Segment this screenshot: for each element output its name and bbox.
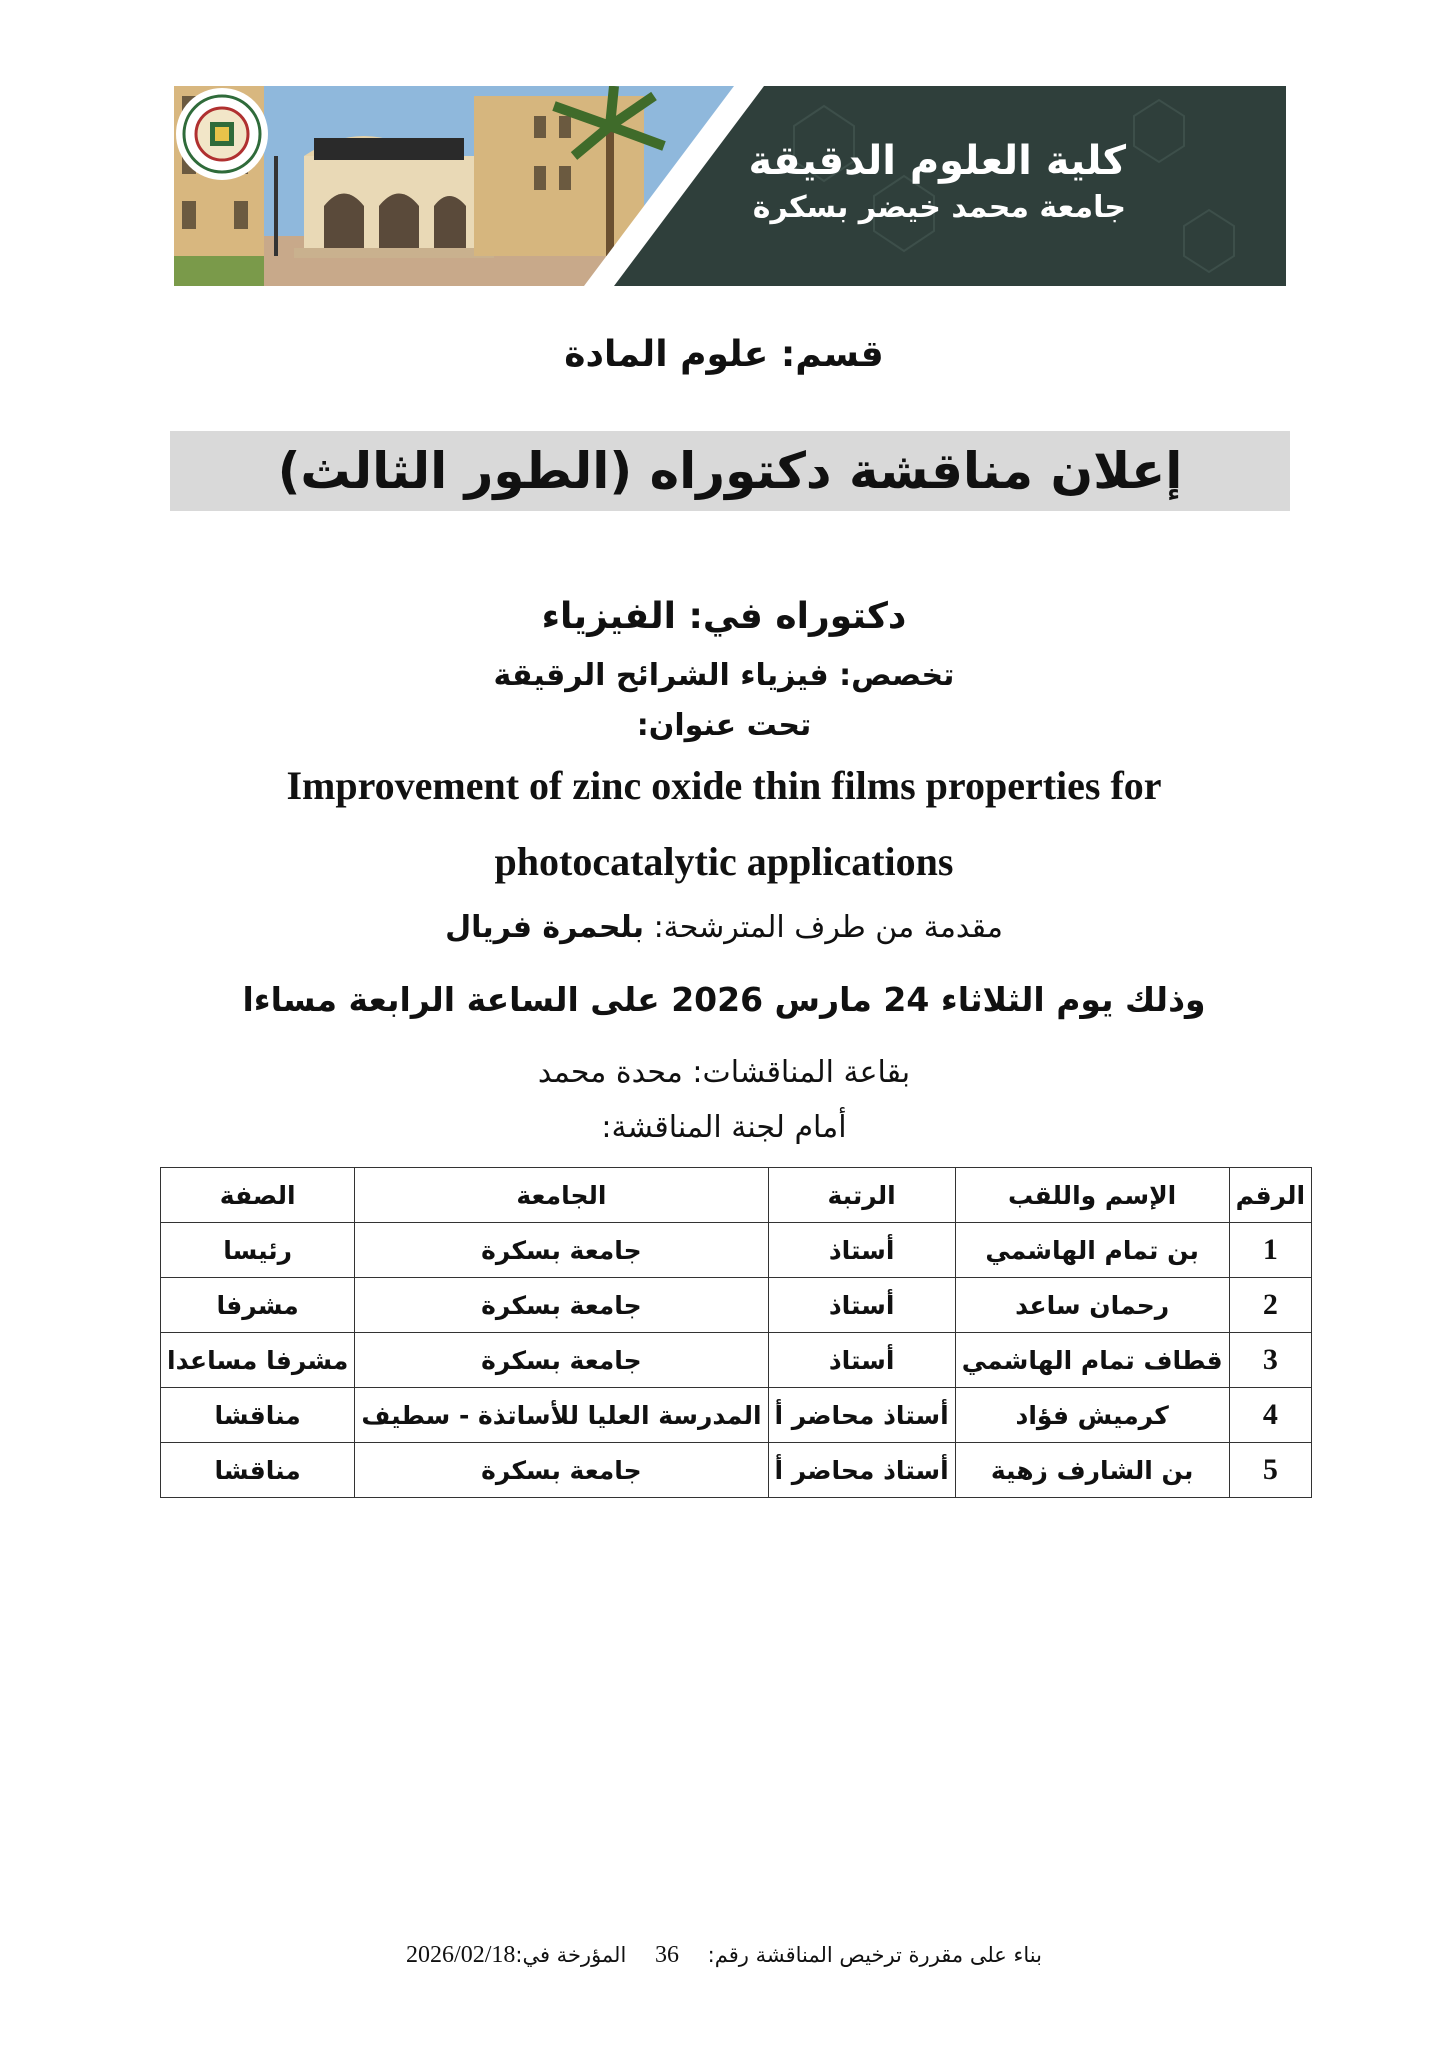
member-university: جامعة بسكرة xyxy=(355,1278,768,1333)
member-role: مشرفا مساعدا xyxy=(161,1333,355,1388)
member-university: جامعة بسكرة xyxy=(355,1443,768,1498)
member-rank: أستاذ xyxy=(768,1223,955,1278)
member-rank: أستاذ xyxy=(768,1333,955,1388)
member-name: بن الشارف زهية xyxy=(955,1443,1229,1498)
footer-dated-label: المؤرخة في: xyxy=(515,1943,627,1967)
header-number: الرقم xyxy=(1229,1168,1311,1223)
member-role: رئيسا xyxy=(161,1223,355,1278)
banner-graphic xyxy=(174,86,1286,286)
footer-date: 2026/02/18 xyxy=(406,1942,516,1968)
row-number: 4 xyxy=(1229,1388,1311,1443)
member-name: قطاف تمام الهاشمي xyxy=(955,1333,1229,1388)
candidate-line xyxy=(0,910,1448,945)
row-number: 2 xyxy=(1229,1278,1311,1333)
table-row xyxy=(161,1388,1312,1443)
department-heading: قسم: علوم المادة xyxy=(564,334,884,375)
member-rank: أستاذ محاضر أ xyxy=(768,1388,955,1443)
table-row xyxy=(161,1443,1312,1498)
specialty: تخصص: فيزياء الشرائح الرقيقة xyxy=(493,658,955,693)
header-name: الإسم واللقب xyxy=(955,1168,1229,1223)
member-university: جامعة بسكرة xyxy=(355,1223,768,1278)
table-row xyxy=(161,1333,1312,1388)
member-role: مناقشا xyxy=(161,1388,355,1443)
member-role: مناقشا xyxy=(161,1443,355,1498)
under-title-label: تحت عنوان: xyxy=(636,708,812,743)
footer-decision-number: 36 xyxy=(654,1942,679,1968)
member-name: رحمان ساعد xyxy=(955,1278,1229,1333)
member-name: بن تمام الهاشمي xyxy=(955,1223,1229,1278)
row-number: 3 xyxy=(1229,1333,1311,1388)
jury-table xyxy=(160,1167,1312,1498)
header-university: الجامعة xyxy=(355,1168,768,1223)
university-seal-icon xyxy=(174,86,270,182)
faculty-banner xyxy=(174,86,1286,286)
member-role: مشرفا xyxy=(161,1278,355,1333)
defense-date: وذلك يوم الثلاثاء 24 مارس 2026 على الساعة الرابعة مساءا xyxy=(242,980,1206,1019)
header-role: الصفة xyxy=(161,1168,355,1223)
thesis-title-line-1: Improvement of zinc oxide thin films properties for xyxy=(286,763,1162,808)
member-rank: أستاذ محاضر أ xyxy=(768,1443,955,1498)
footer-label: بناء على مقررة ترخيص المناقشة رقم: xyxy=(707,1943,1042,1967)
announcement-title: إعلان مناقشة دكتوراه (الطور الثالث) xyxy=(277,442,1183,500)
thesis-title-line-2: photocatalytic applications xyxy=(494,839,954,884)
authorization-footer xyxy=(0,1942,1448,1969)
member-name: كرميش فؤاد xyxy=(955,1388,1229,1443)
member-rank: أستاذ xyxy=(768,1278,955,1333)
header-rank: الرتبة xyxy=(768,1168,955,1223)
table-row xyxy=(161,1278,1312,1333)
doctorate-field: دكتوراه في: الفيزياء xyxy=(541,596,907,637)
defense-hall: بقاعة المناقشات: محدة محمد xyxy=(537,1055,911,1090)
table-row xyxy=(161,1223,1312,1278)
candidate-label: مقدمة من طرف المترشحة: xyxy=(653,910,1003,945)
row-number: 1 xyxy=(1229,1223,1311,1278)
banner-university-name: جامعة محمد خيضر بسكرة xyxy=(752,190,1126,225)
table-header-row xyxy=(161,1168,1312,1223)
banner-faculty-name: كلية العلوم الدقيقة xyxy=(748,138,1126,184)
candidate-name: بلحمرة فريال xyxy=(445,910,645,945)
member-university: المدرسة العليا للأساتذة - سطيف xyxy=(355,1388,768,1443)
row-number: 5 xyxy=(1229,1443,1311,1498)
committee-label: أمام لجنة المناقشة: xyxy=(601,1110,847,1145)
member-university: جامعة بسكرة xyxy=(355,1333,768,1388)
